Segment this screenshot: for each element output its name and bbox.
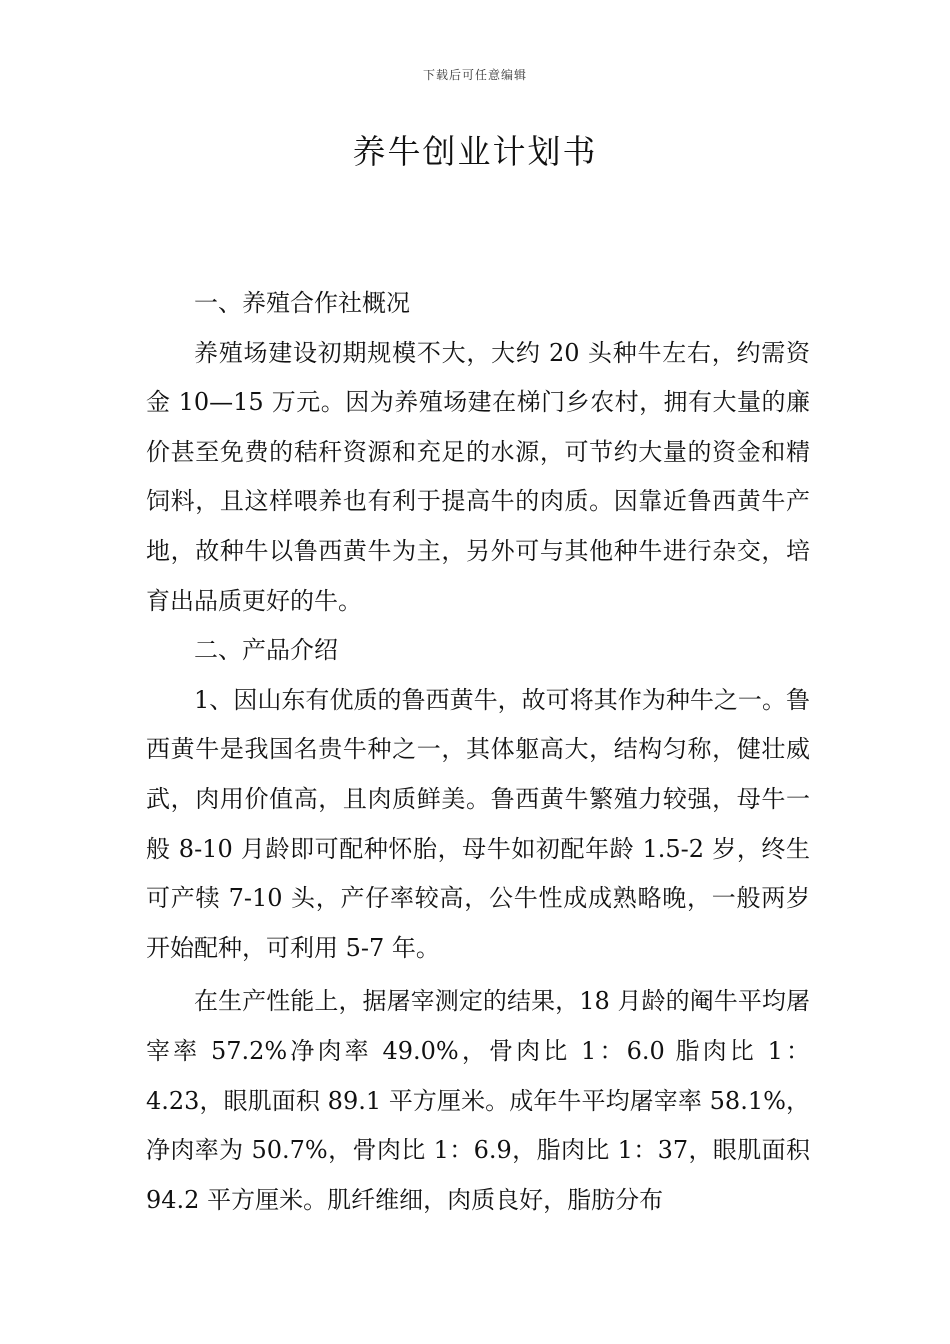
paragraph-luxi-cattle: 1、因山东有优质的鲁西黄牛，故可将其作为种牛之一。鲁西黄牛是我国名贵牛种之一，其体躯高大，结构匀称，健壮威武，肉用价值高，且肉质鲜美。鲁西黄牛繁殖力较强，母牛一般 8-10 月龄即可配种怀胎，母牛如初配年龄 1.5-2 岁，终生可产犊 7-10 头，产仔率较高，公牛性成成熟略晚，一般两岁开始配种，可利用 5-7 年。 (146, 685, 810, 962)
document-title: 养牛创业计划书 (352, 132, 598, 171)
section-heading-products: 二、产品介绍 (194, 636, 338, 665)
header-note: 下载后可任意编辑 (422, 68, 527, 82)
section-heading-overview: 一、养殖合作社概况 (194, 289, 410, 317)
paragraph-production-performance: 在生产性能上，据屠宰测定的结果，18 月龄的阉牛平均屠宰率 57.2%净肉率 49.0%，骨肉比 1：6.0 脂肉比 1：4.23，眼肌面积 89.1 平方厘米。成年牛平均屠宰率 58.1%，净肉率为 50.7%，骨肉比 1：6.9，脂肉比 1：37，眼肌面积 94.2 平方厘米。肌纤维细，肉质良好，脂肪分布 (146, 987, 810, 1214)
paragraph-overview: 养殖场建设初期规模不大，大约 20 头种牛左右，约需资金 10—15 万元。因为养殖场建在梯门乡农村，拥有大量的廉价甚至免费的秸秆资源和充足的水源，可节约大量的资金和精饲料，且这样喂养也有利于提高牛的肉质。因靠近鲁西黄牛产地，故种牛以鲁西黄牛为主，另外可与其他种牛进行杂交，培育出品质更好的牛。 (146, 338, 810, 615)
document-body (146, 279, 810, 1225)
